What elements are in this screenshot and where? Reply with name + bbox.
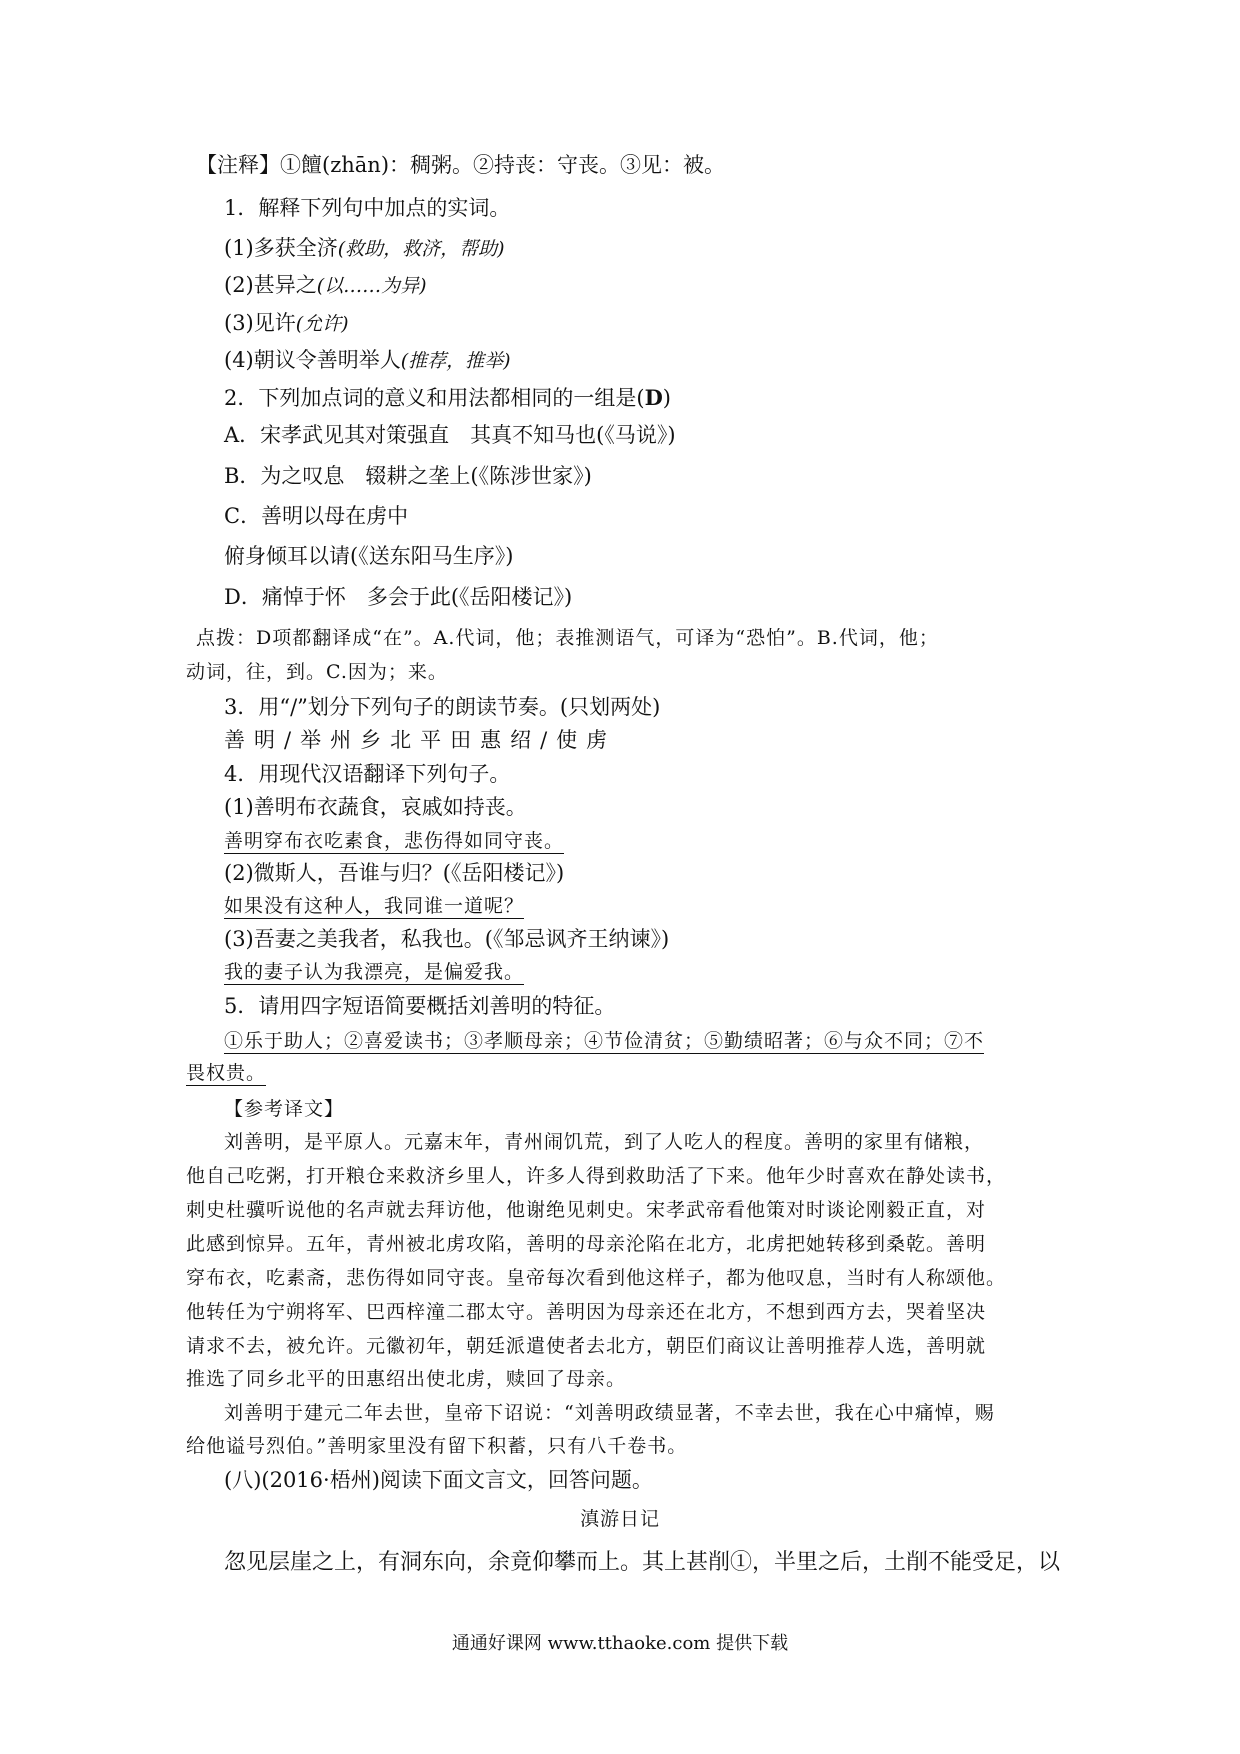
translation-line: 请求不去，被允许。元徽初年，朝廷派遣使者去北方，朝臣们商议让善明推荐人选，善明就 xyxy=(186,1335,987,1357)
q3-title: 3．用“/”划分下列句子的朗读节奏。(只划两处) xyxy=(224,695,661,719)
q2-answer: D xyxy=(644,385,663,410)
q1-item-2 xyxy=(224,270,427,301)
translation-line: 他转任为宁朔将军、巴西梓潼二郡太守。善明因为母亲还在北方，不想到西方去，哭着坚决 xyxy=(186,1301,987,1323)
q2-option-b: B．为之叹息 辍耕之垄上(《陈涉世家》) xyxy=(224,464,592,488)
q2-title-text: 2．下列加点词的意义和用法都相同的一组是( xyxy=(224,386,645,410)
q2-option-c: C．善明以母在虏中 xyxy=(224,504,409,528)
q5-answer-2-text: 畏权贵。 xyxy=(186,1062,267,1084)
q4-title: 4．用现代汉语翻译下列句子。 xyxy=(224,762,511,786)
q5-answer-2 xyxy=(186,1058,266,1088)
q1-item-1-text: (1)多获全济 xyxy=(224,236,338,260)
q4-answer-1 xyxy=(224,826,564,856)
q1-item-1 xyxy=(224,233,505,264)
translation-line: 此感到惊异。五年，青州被北虏攻陷，善明的母亲沦陷在北方，北虏把她转移到桑乾。善明 xyxy=(186,1233,987,1255)
q5-answer-1-text: ①乐于助人；②喜爱读书；③孝顺母亲；④节俭清贫；⑤勤绩昭著；⑥与众不同；⑦不 xyxy=(224,1030,985,1052)
q4-item-1: (1)善明布衣蔬食，哀戚如持丧。 xyxy=(224,795,527,819)
q1-item-1-answer: (救助，救济，帮助) xyxy=(337,238,505,260)
q1-item-4-answer: (推荐，推举) xyxy=(400,350,511,372)
q4-answer-2 xyxy=(224,891,524,921)
section8-title: 滇游日记 xyxy=(579,1508,660,1530)
note-line: 【注释】①饘(zhān)：稠粥。②持丧：守丧。③见：被。 xyxy=(196,153,726,177)
translation-line: 他自己吃粥，打开粮仓来救济乡里人，许多人得到救助活了下来。他年少时喜欢在静处读书， xyxy=(186,1165,1007,1187)
q2-comment-1: 点拨：D项都翻译成“在”。A.代词，他；表推测语气，可译为“恐怕”。B.代词，他； xyxy=(196,627,939,649)
q4-answer-1-text: 善明穿布衣吃素食，悲伤得如同守丧。 xyxy=(224,830,565,852)
q4-answer-3 xyxy=(224,957,524,987)
q4-answer-2-text: 如果没有这种人，我同谁一道呢？ xyxy=(224,895,525,917)
q2-option-a: A．宋孝武见其对策强直 其真不知马也(《马说》) xyxy=(224,423,676,447)
section8-first-line: 忽见层崖之上，有洞东向，余竟仰攀而上。其上甚削①，半里之后，土削不能受足，以 xyxy=(224,1550,1061,1575)
translation-line: 给他谥号烈伯。”善明家里没有留下积蓄，只有八千卷书。 xyxy=(186,1435,688,1457)
q4-item-2: (2)微斯人，吾谁与归？(《岳阳楼记》) xyxy=(224,861,565,885)
q1-item-2-answer: (以……为异) xyxy=(316,275,427,297)
translation-line: 刘善明，是平原人。元嘉末年，青州闹饥荒，到了人吃人的程度。善明的家里有储粮， xyxy=(224,1131,985,1153)
q2-title-end: ) xyxy=(662,386,671,410)
q1-item-4 xyxy=(224,345,511,376)
q1-item-3-text: (3)见许 xyxy=(224,311,296,335)
translation-line: 穿布衣，吃素斋，悲伤得如同守丧。皇帝每次看到他这样子，都为他叹息，当时有人称颂他。 xyxy=(186,1267,1007,1289)
q1-item-2-text: (2)甚异之 xyxy=(224,273,317,297)
q2-title xyxy=(224,383,671,413)
q1-title: 1．解释下列句中加点的实词。 xyxy=(224,196,511,220)
q2-comment-2: 动词，往，到。C.因为；来。 xyxy=(186,661,448,683)
q1-item-3-answer: (允许) xyxy=(295,313,349,335)
translation-line: 推选了同乡北平的田惠绍出使北虏，赎回了母亲。 xyxy=(186,1368,627,1390)
q5-answer-1 xyxy=(224,1026,984,1056)
q4-answer-3-text: 我的妻子认为我漂亮，是偏爱我。 xyxy=(224,961,525,983)
q2-option-d: D．痛悼于怀 多会于此(《岳阳楼记》) xyxy=(224,585,573,609)
translation-line: 刘善明于建元二年去世，皇帝下诏说：“刘善明政绩显著，不幸去世，我在心中痛悼，赐 xyxy=(224,1402,995,1424)
q5-title: 5．请用四字短语简要概括刘善明的特征。 xyxy=(224,994,616,1018)
q1-item-4-text: (4)朝议令善明举人 xyxy=(224,348,401,372)
q4-item-3: (3)吾妻之美我者，私我也。(《邹忌讽齐王纳谏》) xyxy=(224,927,670,951)
translation-line: 刺史杜骥听说他的名声就去拜访他，他谢绝见刺史。宋孝武帝看他策对时谈论刚毅正直，对 xyxy=(186,1199,987,1221)
translation-heading: 【参考译文】 xyxy=(224,1098,345,1120)
q3-answer: 善明/举州乡北平田惠绍/使虏 xyxy=(224,728,617,752)
q1-item-3 xyxy=(224,308,349,339)
q2-option-c-cont: 俯身倾耳以请(《送东阳马生序》) xyxy=(224,544,514,568)
page-footer: 通通好课网 www.tthaoke.com 提供下载 xyxy=(451,1633,789,1654)
section8-intro: (八)(2016·梧州)阅读下面文言文，回答问题。 xyxy=(224,1468,653,1492)
